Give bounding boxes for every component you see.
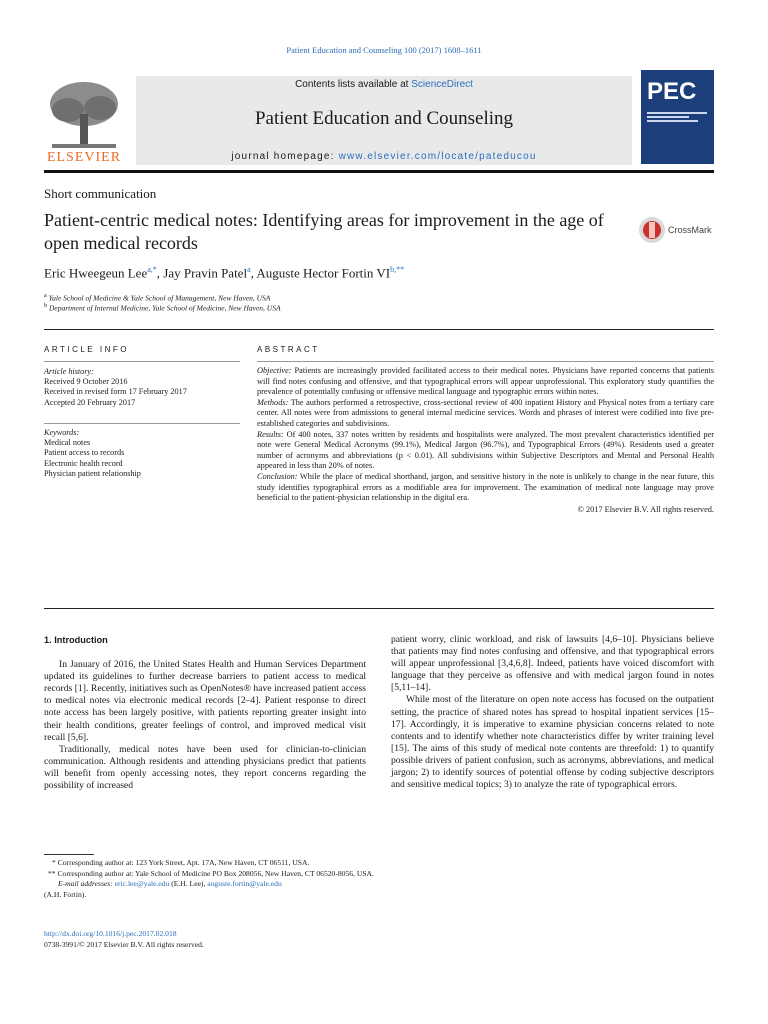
- abstract-label: Conclusion:: [257, 471, 298, 481]
- footnote-rule: [44, 854, 94, 855]
- body-paragraph: While most of the literature on open note access has focused on the outpatient setting, the practice of shared notes has spread to hospital inpatient services [15–17]. Accordingly, it is imperative to examine physician concerns related to note contents and to identify whether note characteristics differ by writer training level [15]. The aims of this study of medical note contents are threefold: 1) to quantify possible drivers of patient confusion, such as acronyms, abbreviations, and medical jargon; 2) to identify sources of potential offense by coding subjective descriptors and sensitive medical topics; 3) to analyze the rate of typographical errors.: [391, 694, 714, 791]
- masthead: [44, 68, 714, 165]
- body-paragraph: In January of 2016, the United States Health and Human Services Department updated its guidelines to further decrease barriers to patient access to medical records [1]. Recently, initiatives such as OpenNotes® have increased patient access to medical notes via electronic medical records [2–4]. Patient response to direct note access has been largely positive, with patients reporting greater insight into their health conditions, greater feelings of control, and improved medical visit recall [5,6].: [44, 659, 366, 743]
- author-affil-marker[interactable]: a: [247, 265, 251, 274]
- info-rule: [44, 423, 240, 424]
- author-affil-marker[interactable]: b,**: [390, 265, 405, 274]
- email-owner: (E.H. Lee),: [169, 879, 208, 889]
- journal-banner: [136, 76, 632, 165]
- contents-prefix: Contents lists available at: [295, 79, 412, 90]
- crossmark-badge[interactable]: [638, 216, 718, 244]
- abstract-text: The authors performed a retrospective, cross-sectional review of 400 inpatient History and Physical notes from a tertiary care center. All notes were from admissions to general internal medicine services. Words and phrases of interest were codified into five pre-established categories and subdivisions.: [257, 397, 714, 428]
- cover-decoration: [647, 110, 707, 124]
- history-item: Accepted 20 February 2017: [44, 397, 136, 407]
- footnote: (A.H. Fortin).: [44, 889, 87, 899]
- abstract-section: [257, 398, 714, 430]
- author-name[interactable]: Auguste Hector Fortin VI: [256, 265, 391, 281]
- copyright: © 2017 Elsevier B.V. All rights reserved.: [577, 504, 714, 514]
- section-rule: [44, 608, 714, 609]
- history-label: Article history:: [44, 367, 94, 376]
- homepage-prefix: journal homepage:: [231, 151, 339, 162]
- section-heading: 1. Introduction: [44, 635, 108, 645]
- journal-cover-image[interactable]: [641, 70, 714, 164]
- abstract-section: [257, 366, 714, 398]
- article-info-heading: ARTICLE INFO: [44, 345, 129, 354]
- journal-title: Patient Education and Counseling: [254, 108, 514, 129]
- crossmark-icon: [638, 216, 666, 244]
- abstract-section: [257, 472, 714, 504]
- contents-line: [136, 79, 632, 90]
- history-item: Received 9 October 2016: [44, 377, 128, 387]
- info-rule: [44, 361, 240, 362]
- abstract-label: Methods:: [257, 397, 289, 407]
- affiliation-marker: b: [44, 302, 48, 309]
- affiliation-text: Yale School of Medicine & Yale School of Management, New Haven, USA: [48, 293, 271, 303]
- email-link[interactable]: auguste.fortin@yale.edu: [207, 879, 282, 889]
- footnote: ** Corresponding author at: Yale School of Medicine PO Box 208056, New Haven, CT 06520-8056, USA.: [48, 868, 374, 878]
- affiliation: [44, 292, 270, 303]
- keywords-label: Keywords:: [44, 428, 80, 437]
- section-rule: [44, 329, 714, 330]
- abstract-rule: [257, 361, 714, 362]
- issn-line: 0738-3991/© 2017 Elsevier B.V. All rights reserved.: [44, 940, 204, 949]
- affiliation-marker: a: [44, 292, 47, 299]
- cover-title: PEC: [647, 78, 697, 105]
- abstract-section: [257, 430, 714, 472]
- homepage-link[interactable]: www.elsevier.com/locate/pateducou: [338, 151, 537, 162]
- author-list: Eric Hweegeun Lee$^{a,*}$, Jay Pravin Patel$^a$, Auguste Hector Fortin $VI^{b,**}$: [44, 265, 405, 281]
- author-name[interactable]: Eric Hweegeun Lee: [44, 265, 148, 281]
- header-rule: [44, 170, 714, 173]
- keywords: [44, 428, 240, 479]
- article-history: [44, 367, 240, 408]
- keyword: Patient access to records: [44, 448, 125, 458]
- footnote: * Corresponding author at: 123 York Street, Apt. 17A, New Haven, CT 06511, USA.: [52, 858, 310, 867]
- author-affil-marker[interactable]: a,*: [147, 265, 157, 274]
- crossmark-label: CrossMark: [668, 225, 712, 235]
- email-label: E-mail addresses:: [58, 879, 113, 889]
- body-paragraph: Traditionally, medical notes have been used for clinician-to-clinician communication. Although residents and attending physicians predict that patients will benefit from openly accessing notes, they report concerns regarding the possibility of increased: [44, 743, 366, 792]
- abstract-text: While the place of medical shorthand, jargon, and sensitive history in the note is unlikely to change in the near future, this study identifies typographical errors as a modifiable area for improvement. The examination of medical note language may prove beneficial to the patient-physician relationship in the digital era.: [257, 471, 714, 503]
- keyword: Electronic health record: [44, 458, 123, 468]
- section-type: Short communication: [44, 186, 157, 201]
- doi-link[interactable]: http://dx.doi.org/10.1016/j.pec.2017.02.018: [44, 929, 177, 938]
- abstract-label: Results:: [257, 429, 284, 439]
- body-column-left: [44, 634, 366, 792]
- footnotes: [44, 858, 379, 900]
- journal-citation[interactable]: Patient Education and Counseling 100 (2017) 1608–1611: [286, 45, 482, 55]
- abstract-heading: ABSTRACT: [257, 345, 320, 354]
- keyword: Physician patient relationship: [44, 468, 141, 478]
- article-title: Patient-centric medical notes: Identifying areas for improvement in the age of open medical records: [44, 210, 604, 253]
- abstract-label: Objective:: [257, 366, 292, 375]
- keyword: Medical notes: [44, 438, 91, 448]
- footnote-emails: [44, 879, 379, 890]
- body-paragraph: patient worry, clinic workload, and risk of lawsuits [4,6–10]. Physicians believe that patients may find notes confusing and offensive, and that typographical errors will appear unprofessional [3,4,6,8]. Indeed, patients have voiced discomfort with language that they perceive as offensive and with medical jargon found in notes [5,11–14].: [391, 634, 714, 694]
- doi-block: [44, 928, 204, 950]
- abstract-text: Patients are increasingly provided facilitated access to their medical notes. Physicians have reported concerns that patients will find notes confusing and offensive, and that typographical errors will appear unprofessional. This exploratory study quantifies the prevalence of potentially confusing or offensive medical language and typographic errors within notes.: [257, 366, 714, 397]
- abstract-text: Of 400 notes, 337 notes written by residents and hospitalists were analyzed. The most prevalent characteristics identified per note were General Medical Acronyms (99.1%), Medical Jargon (96.7%), and Typographical Errors (49%). Residents used a greater number of acronyms and abbreviations (p < 0.01). All subdivisions within Subjective Descriptors and Mental and Personal Health appeared in less than 20% of notes.: [257, 429, 714, 471]
- elsevier-wordmark: ELSEVIER: [46, 150, 122, 165]
- sciencedirect-link[interactable]: ScienceDirect: [411, 79, 473, 90]
- body-column-right: [391, 634, 714, 791]
- affiliation-text: Department of Internal Medicine, Yale School of Medicine, New Haven, USA: [49, 303, 281, 313]
- author-name[interactable]: Jay Pravin Patel: [163, 265, 248, 281]
- homepage-line: [136, 151, 632, 162]
- affiliation: [44, 302, 281, 313]
- email-link[interactable]: eric.lee@yale.edu: [114, 879, 170, 889]
- history-item: Received in revised form 17 February 2017: [44, 387, 187, 397]
- abstract-body: [257, 366, 714, 515]
